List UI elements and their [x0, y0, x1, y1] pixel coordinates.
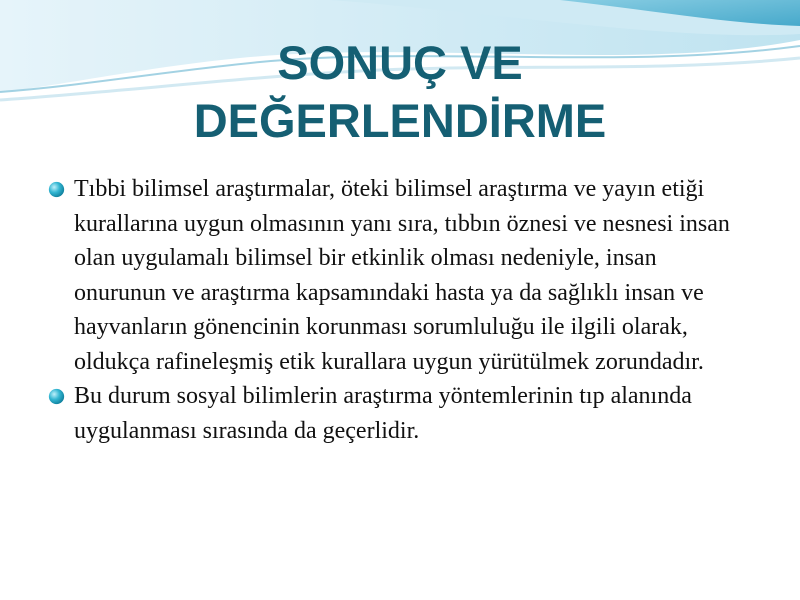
- bullet-text: Tıbbi bilimsel araştırmalar, öteki bilimsel araştırma ve yayın etiği kurallarına uygun olmasının yanı sıra, tıbbın öznesi ve nesnesi insan olan uygulamalı bilimsel bir etkinlik olması nedeniyle, insan onurunun ve araştırma kapsamındaki hasta ya da sağlıklı insan ve hayvanların gönencinin korunması sorumluluğu ile ilgili olarak, oldukça rafineleşmiş etik kurallara uygun yürütülmek zorundadır.: [74, 176, 730, 375]
- bullet-list: [46, 172, 746, 448]
- slide-title-line-2: DEĞERLENDİRME: [193, 94, 607, 147]
- teal-sphere-bullet-icon: [48, 388, 65, 405]
- slide-title: [0, 34, 800, 150]
- bullet-item: [46, 379, 746, 448]
- slide-title-line-1: SONUÇ VE: [277, 36, 523, 89]
- bullet-item: [46, 172, 746, 379]
- bullet-text: Bu durum sosyal bilimlerin araştırma yöntemlerinin tıp alanında uygulanması sırasında da geçerlidir.: [74, 383, 692, 444]
- teal-sphere-bullet-icon: [48, 181, 65, 198]
